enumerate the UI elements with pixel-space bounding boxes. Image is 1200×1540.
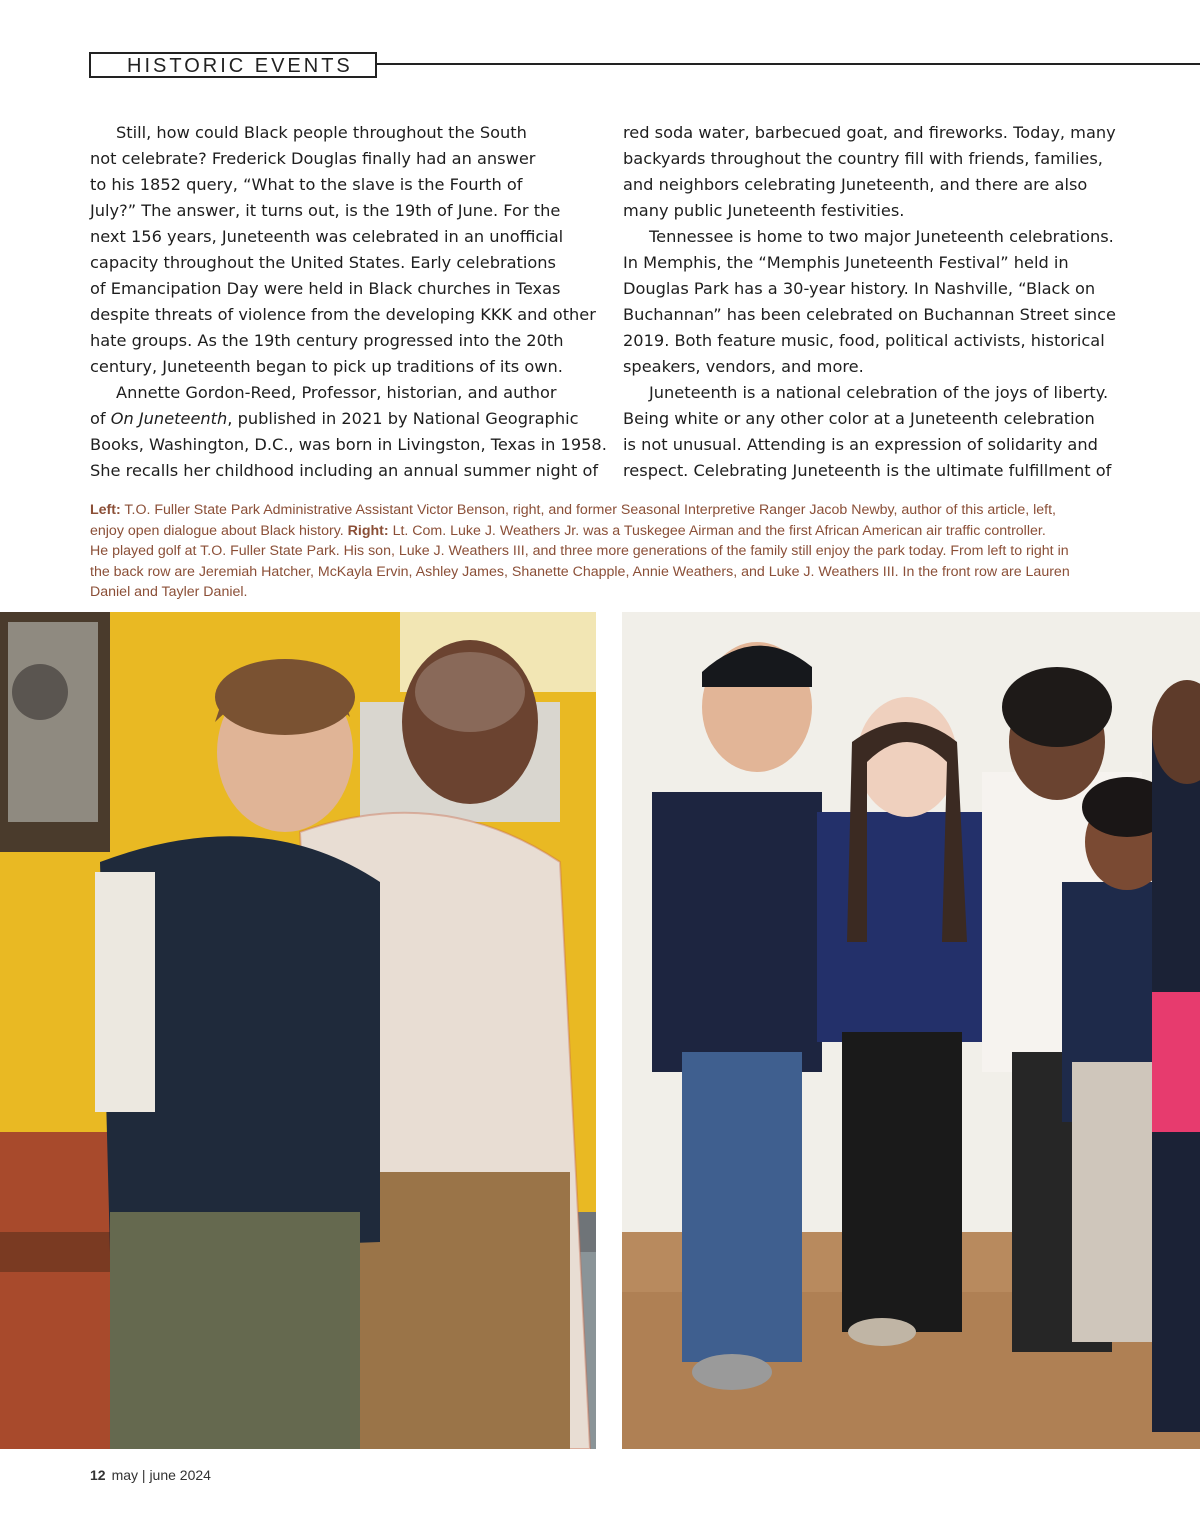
caption-line bbox=[90, 500, 1130, 521]
text-fragment: , published in 2021 by National Geographic bbox=[227, 409, 579, 428]
caption-line: the back row are Jeremiah Hatcher, McKayla Ervin, Ashley James, Shanette Chapple, Annie Weathers, and Luke J. Weathers III. In the front row are Lauren bbox=[90, 563, 1070, 580]
caption-text: T.O. Fuller State Park Administrative Assistant Victor Benson, right, and former Seasonal Interpretive Ranger Jacob Newby, author of this article, left, bbox=[120, 502, 1056, 518]
text-line: Still, how could Black people throughout the South bbox=[116, 123, 527, 142]
text-line: Tennessee is home to two major Juneteenth celebrations. bbox=[649, 227, 1114, 246]
issue-date: may | june 2024 bbox=[111, 1467, 211, 1483]
photo-left-illustration bbox=[0, 612, 596, 1449]
left-column bbox=[90, 120, 607, 484]
text-line: speakers, vendors, and more. bbox=[623, 357, 864, 376]
caption-line: He played golf at T.O. Fuller State Park. His son, Luke J. Weathers III, and three more generations of the family still enjoy the park today. From left to right in bbox=[90, 543, 1069, 559]
page-number: 12 bbox=[90, 1467, 106, 1483]
text-line: many public Juneteenth festivities. bbox=[623, 201, 905, 220]
page-footer bbox=[90, 1467, 211, 1483]
caption-text: enjoy open dialogue about Black history. bbox=[90, 522, 348, 539]
photo-left bbox=[0, 612, 596, 1449]
photo-caption bbox=[90, 500, 1130, 603]
caption-label-right: Right: bbox=[347, 522, 389, 539]
text-line: Juneteenth is a national celebration of the joys of liberty. bbox=[649, 383, 1109, 402]
text-line: century, Juneteenth began to pick up traditions of its own. bbox=[90, 357, 563, 376]
text-line: hate groups. As the 19th century progressed into the 20th bbox=[90, 331, 564, 350]
text-line: 2019. Both feature music, food, political activists, historical bbox=[623, 331, 1105, 350]
caption-label-left: Left: bbox=[90, 502, 121, 518]
text-line: backyards throughout the country fill with friends, families, bbox=[623, 149, 1103, 168]
text-line: of Emancipation Day were held in Black churches in Texas bbox=[90, 279, 561, 298]
header-rule bbox=[377, 63, 1200, 65]
section-tag: HISTORIC EVENTS bbox=[89, 52, 377, 78]
text-line: next 156 years, Juneteenth was celebrated in an unofficial bbox=[90, 227, 564, 246]
text-line: In Memphis, the “Memphis Juneteenth Festival” held in bbox=[623, 253, 1069, 272]
text-line: respect. Celebrating Juneteenth is the ultimate fulfillment of bbox=[623, 461, 1112, 480]
text-line: July?” The answer, it turns out, is the 19th of June. For the bbox=[90, 201, 561, 220]
text-line: She recalls her childhood including an annual summer night of bbox=[90, 461, 599, 480]
book-title: On Juneteenth bbox=[110, 409, 228, 428]
right-column bbox=[623, 120, 1117, 484]
text-line: and neighbors celebrating Juneteenth, and there are also bbox=[623, 175, 1088, 194]
photo-right-illustration bbox=[622, 612, 1200, 1449]
text-line: not celebrate? Frederick Douglas finally had an answer bbox=[90, 149, 536, 168]
text-line: is not unusual. Attending is an expression of solidarity and bbox=[623, 435, 1098, 454]
text-fragment: of bbox=[90, 409, 111, 428]
caption-line bbox=[90, 521, 1130, 542]
photo-right bbox=[622, 612, 1200, 1449]
text-line: Annette Gordon-Reed, Professor, historian, and author bbox=[116, 383, 557, 402]
text-line: to his 1852 query, “What to the slave is the Fourth of bbox=[90, 175, 523, 194]
text-line: Buchannan” has been celebrated on Buchannan Street since bbox=[623, 305, 1117, 324]
caption-line: Daniel and Tayler Daniel. bbox=[90, 584, 248, 600]
text-line: capacity throughout the United States. Early celebrations bbox=[90, 253, 556, 272]
caption-text: Lt. Com. Luke J. Weathers Jr. was a Tuskegee Airman and the first African American air traffic controller. bbox=[388, 522, 1046, 539]
text-line: despite threats of violence from the developing KKK and other bbox=[90, 305, 596, 324]
text-line bbox=[90, 406, 598, 432]
text-line: Douglas Park has a 30-year history. In Nashville, “Black on bbox=[623, 279, 1096, 298]
text-line: Books, Washington, D.C., was born in Livingston, Texas in 1958. bbox=[90, 435, 607, 454]
text-line: red soda water, barbecued goat, and fireworks. Today, many bbox=[623, 123, 1116, 142]
text-line: Being white or any other color at a Juneteenth celebration bbox=[623, 409, 1095, 428]
